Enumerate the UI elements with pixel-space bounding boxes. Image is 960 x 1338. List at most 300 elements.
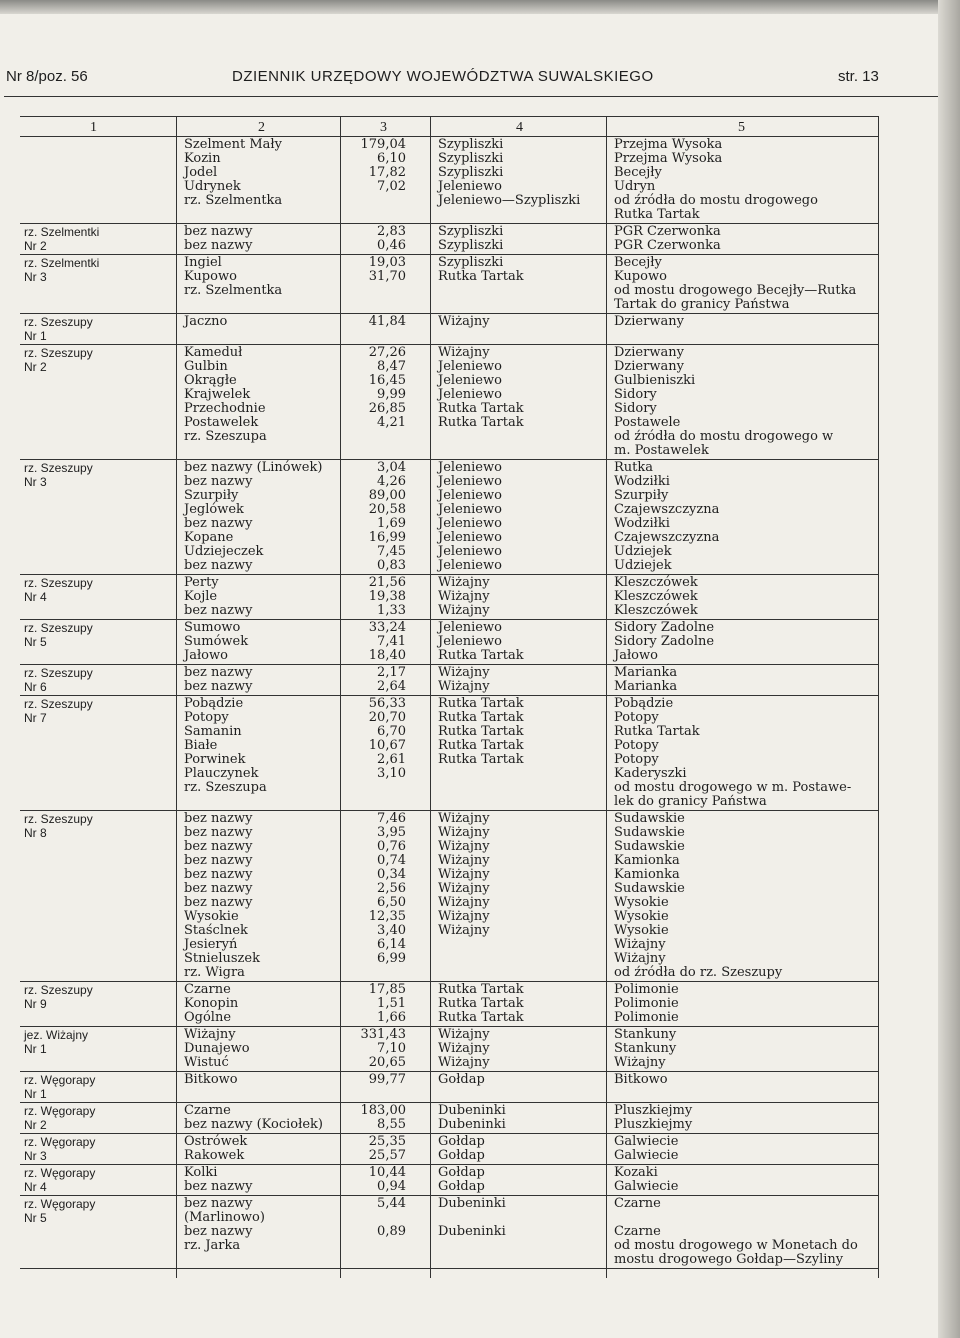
commune: Rutka Tartak	[438, 738, 524, 753]
lake-name: bez nazwy	[184, 853, 253, 868]
lake-name: Kojle	[184, 589, 218, 604]
locality: od źródła do mostu drogowego w	[614, 429, 834, 444]
locality: Czarne	[614, 1224, 661, 1239]
lake-name: Wistuć	[184, 1055, 229, 1070]
water-body-name: rz. Szeszupy	[24, 983, 93, 997]
commune: Wiżajny	[438, 575, 490, 590]
water-body-name: jez. Wiżajny	[24, 1028, 89, 1042]
section-number: Nr 1	[24, 1087, 47, 1101]
locality: Dzierwany	[614, 314, 684, 329]
locality: Marianka	[614, 679, 678, 694]
locality: Rutka	[614, 460, 654, 475]
lake-name: bez nazwy	[184, 474, 253, 489]
locality: Stankuny	[614, 1027, 677, 1042]
lake-name: bez nazwy	[184, 895, 253, 910]
lake-name: bez nazwy	[184, 811, 253, 826]
commune: Szypliszki	[438, 224, 504, 239]
lake-name: bez nazwy	[184, 1196, 253, 1211]
lake-name: bez nazwy	[184, 516, 253, 531]
locality: Kleszczówek	[614, 575, 698, 590]
locality: Dzierwany	[614, 359, 684, 374]
lake-name: bez nazwy	[184, 1224, 253, 1239]
commune: Dubeninki	[438, 1196, 506, 1211]
area-ha: 0,76	[377, 839, 406, 854]
lake-name: Perty	[184, 575, 219, 590]
commune: Jeleniewo	[438, 634, 502, 649]
locality: od mostu drogowego w m. Postawe-	[614, 780, 852, 795]
commune: Gołdap	[438, 1179, 485, 1194]
lake-name: Staśclnek	[184, 923, 248, 938]
commune: Wiżajny	[438, 895, 490, 910]
locality: Wiżajny	[614, 937, 666, 952]
commune: Rutka Tartak	[438, 415, 524, 430]
commune: Rutka Tartak	[438, 724, 524, 739]
locality: Gulbieniszki	[614, 373, 696, 388]
lake-name: Kozin	[184, 151, 221, 166]
locality: Sudawskie	[614, 811, 685, 826]
lake-name: Ostrówek	[184, 1134, 248, 1149]
area-ha: 16,99	[368, 530, 406, 545]
area-ha: 7,10	[377, 1041, 406, 1056]
commune: Jeleniewo	[438, 502, 502, 517]
area-ha: 31,70	[368, 269, 406, 284]
area-ha: 16,45	[368, 373, 406, 388]
lake-name: Jaczno	[184, 314, 228, 329]
water-body-name: rz. Węgorapy	[24, 1135, 96, 1149]
locality: Udryn	[614, 179, 656, 194]
commune: Szypliszki	[438, 137, 504, 152]
area-ha: 9,99	[377, 387, 406, 402]
lake-name: Konopin	[184, 996, 239, 1011]
journal-title: DZIENNIK URZĘDOWY WOJEWÓDZTWA SUWALSKIEGO	[232, 68, 654, 85]
lake-name: bez nazwy	[184, 665, 253, 680]
water-body-name: rz. Szeszupy	[24, 697, 93, 711]
area-ha: 89,00	[368, 488, 406, 503]
lake-name: bez nazwy	[184, 679, 253, 694]
locality: Sidory Zadolne	[614, 634, 715, 649]
area-ha: 7,41	[377, 634, 406, 649]
column-header-1: 1	[90, 120, 97, 135]
water-body-name: rz. Szeszupy	[24, 461, 93, 475]
locality: Becejły	[614, 255, 662, 270]
commune: Jeleniewo	[438, 558, 502, 573]
commune: Wiżajny	[438, 867, 490, 882]
locality: od źródła do mostu drogowego	[614, 193, 818, 208]
issue-number: Nr 8/poz. 56	[6, 68, 88, 85]
water-body-name: rz. Szeszupy	[24, 621, 93, 635]
lake-name: bez nazwy	[184, 603, 253, 618]
locality: Sidory Zadolne	[614, 620, 715, 635]
locality: Wodziłki	[614, 474, 670, 489]
area-ha: 0,34	[377, 867, 406, 882]
section-number: Nr 9	[24, 997, 47, 1011]
lake-name: Przechodnie	[184, 401, 266, 416]
locality: Galwiecie	[614, 1134, 679, 1149]
column-divider	[878, 116, 879, 1278]
lake-name: bez nazwy	[184, 881, 253, 896]
area-ha: 1,33	[377, 603, 406, 618]
locality: Dzierwany	[614, 345, 684, 360]
lake-name: rz. Szelmentka	[184, 193, 283, 208]
locality: Kozaki	[614, 1165, 658, 1180]
commune: Jeleniewo	[438, 516, 502, 531]
lake-name: Pobądzie	[184, 696, 244, 711]
locality: Wysokie	[614, 895, 669, 910]
area-ha: 33,24	[368, 620, 406, 635]
commune: Rutka Tartak	[438, 401, 524, 416]
locality: Czajewszczyzna	[614, 530, 720, 545]
commune: Jeleniewo	[438, 387, 502, 402]
commune: Rutka Tartak	[438, 982, 524, 997]
area-ha: 17,82	[368, 165, 406, 180]
area-ha: 3,40	[377, 923, 406, 938]
commune: Szypliszki	[438, 151, 504, 166]
lake-name: Rakowek	[184, 1148, 245, 1163]
lake-name: bez nazwy	[184, 825, 253, 840]
lake-name: Udrynek	[184, 179, 241, 194]
locality: Galwiecie	[614, 1148, 679, 1163]
area-ha: 8,55	[377, 1117, 406, 1132]
area-ha: 0,46	[377, 238, 406, 253]
area-ha: 1,51	[377, 996, 406, 1011]
area-ha: 7,46	[377, 811, 406, 826]
area-ha: 10,67	[368, 738, 406, 753]
lake-name: Sumówek	[184, 634, 249, 649]
area-ha: 7,02	[377, 179, 406, 194]
water-body-name: rz. Szeszupy	[24, 346, 93, 360]
commune: Rutka Tartak	[438, 996, 524, 1011]
area-ha: 179,04	[360, 137, 406, 152]
commune: Wiżajny	[438, 314, 490, 329]
page-number: str. 13	[838, 68, 879, 85]
section-number: Nr 1	[24, 1042, 47, 1056]
commune: Rutka Tartak	[438, 269, 524, 284]
area-ha: 56,33	[368, 696, 406, 711]
section-number: Nr 7	[24, 711, 47, 725]
area-ha: 7,45	[377, 544, 406, 559]
commune: Wiżajny	[438, 1055, 490, 1070]
locality: Pluszkiejmy	[614, 1103, 693, 1118]
locality: od mostu drogowego Becejły—Rutka	[614, 283, 857, 298]
area-ha: 6,99	[377, 951, 406, 966]
lake-name: Jeglówek	[184, 502, 244, 517]
lake-name: bez nazwy	[184, 558, 253, 573]
water-body-name: rz. Szelmentki	[24, 225, 100, 239]
lake-name: Udziejeczek	[184, 544, 264, 559]
area-ha: 5,44	[377, 1196, 406, 1211]
locality: Sidory	[614, 387, 657, 402]
area-ha: 0,83	[377, 558, 406, 573]
locality: m. Postawelek	[614, 443, 709, 458]
commune: Rutka Tartak	[438, 648, 524, 663]
locality: Rutka Tartak	[614, 724, 700, 739]
area-ha: 183,00	[360, 1103, 406, 1118]
locality: mostu drogowego Gołdap—Szyliny	[614, 1252, 844, 1267]
commune: Wiżajny	[438, 679, 490, 694]
commune: Dubeninki	[438, 1103, 506, 1118]
section-number: Nr 4	[24, 590, 47, 604]
lake-name: Ingiel	[184, 255, 222, 270]
lake-name: Gulbin	[184, 359, 228, 374]
locality: Kleszczówek	[614, 603, 698, 618]
locality: Potopy	[614, 710, 659, 725]
column-header-4: 4	[516, 120, 523, 135]
area-ha: 3,04	[377, 460, 406, 475]
lake-name: Wysokie	[184, 909, 239, 924]
lake-name: bez nazwy	[184, 224, 253, 239]
area-ha: 26,85	[368, 401, 406, 416]
commune: Wiżajny	[438, 603, 490, 618]
area-ha: 19,03	[368, 255, 406, 270]
locality: Kaderyszki	[614, 766, 687, 781]
locality: Marianka	[614, 665, 678, 680]
area-ha: 6,70	[377, 724, 406, 739]
commune: Jeleniewo	[438, 620, 502, 635]
commune: Jeleniewo	[438, 359, 502, 374]
locality: od mostu drogowego w Monetach do	[614, 1238, 858, 1253]
section-number: Nr 5	[24, 1211, 47, 1225]
water-body-name: rz. Szeszupy	[24, 812, 93, 826]
lake-name: bez nazwy	[184, 1179, 253, 1194]
lake-name: Czarne	[184, 1103, 231, 1118]
section-number: Nr 5	[24, 635, 47, 649]
locality: Sidory	[614, 401, 657, 416]
commune: Wiżajny	[438, 345, 490, 360]
commune: Wiżajny	[438, 1027, 490, 1042]
locality: lek do granicy Państwa	[614, 794, 767, 809]
water-body-name: rz. Węgorapy	[24, 1166, 96, 1180]
water-body-name: rz. Szeszupy	[24, 315, 93, 329]
area-ha: 8,47	[377, 359, 406, 374]
lake-name: Kolki	[184, 1165, 218, 1180]
column-divider	[430, 116, 431, 1278]
area-ha: 1,66	[377, 1010, 406, 1025]
lake-name: bez nazwy	[184, 867, 253, 882]
lake-name: bez nazwy	[184, 238, 253, 253]
locality: Sudawskie	[614, 839, 685, 854]
locality: Sudawskie	[614, 825, 685, 840]
commune: Wiżajny	[438, 825, 490, 840]
locality: Postawele	[614, 415, 681, 430]
commune: Szypliszki	[438, 165, 504, 180]
locality: Wiżajny	[614, 1055, 666, 1070]
section-number: Nr 1	[24, 329, 47, 343]
section-number: Nr 3	[24, 270, 47, 284]
area-ha: 18,40	[368, 648, 406, 663]
locality: Stankuny	[614, 1041, 677, 1056]
locality: Jałowo	[614, 648, 658, 663]
area-ha: 2,56	[377, 881, 406, 896]
page-binding-edge	[938, 0, 960, 1338]
area-ha: 6,14	[377, 937, 406, 952]
lake-name: Jałowo	[184, 648, 228, 663]
locality: Potopy	[614, 752, 659, 767]
lake-name: (Marlinowo)	[184, 1210, 265, 1225]
commune: Jeleniewo	[438, 373, 502, 388]
commune: Jeleniewo	[438, 460, 502, 475]
area-ha: 25,35	[368, 1134, 406, 1149]
commune: Jeleniewo—Szypliszki	[438, 193, 581, 208]
section-number: Nr 6	[24, 680, 47, 694]
commune: Wiżajny	[438, 839, 490, 854]
area-ha: 6,50	[377, 895, 406, 910]
lake-name: rz. Jarka	[184, 1238, 241, 1253]
area-ha: 2,64	[377, 679, 406, 694]
water-body-name: rz. Węgorapy	[24, 1104, 96, 1118]
water-body-name: rz. Węgorapy	[24, 1197, 96, 1211]
locality: Szurpiły	[614, 488, 669, 503]
lake-name: Porwinek	[184, 752, 246, 767]
commune: Wiżajny	[438, 811, 490, 826]
lake-name: Samanin	[184, 724, 242, 739]
locality: Pobądzie	[614, 696, 674, 711]
locality: Kamionka	[614, 867, 680, 882]
area-ha: 25,57	[368, 1148, 406, 1163]
commune: Jeleniewo	[438, 474, 502, 489]
area-ha: 0,89	[377, 1224, 406, 1239]
commune: Jeleniewo	[438, 488, 502, 503]
commune: Wiżajny	[438, 665, 490, 680]
area-ha: 17,85	[368, 982, 406, 997]
commune: Szypliszki	[438, 238, 504, 253]
commune: Wiżajny	[438, 1041, 490, 1056]
lake-name: Stnieluszek	[184, 951, 260, 966]
lake-name: bez nazwy (Linówek)	[184, 460, 323, 475]
commune: Gołdap	[438, 1148, 485, 1163]
column-divider	[606, 116, 607, 1278]
area-ha: 2,17	[377, 665, 406, 680]
commune: Wiżajny	[438, 909, 490, 924]
lake-name: Plauczynek	[184, 766, 259, 781]
locality: Galwiecie	[614, 1179, 679, 1194]
lake-name: Jodel	[184, 165, 218, 180]
lake-name: Jesieryń	[184, 937, 238, 952]
commune: Rutka Tartak	[438, 1010, 524, 1025]
locality: Czarne	[614, 1196, 661, 1211]
area-ha: 2,61	[377, 752, 406, 767]
area-ha: 20,70	[368, 710, 406, 725]
commune: Rutka Tartak	[438, 752, 524, 767]
locality: Polimonie	[614, 982, 679, 997]
area-ha: 331,43	[360, 1027, 406, 1042]
commune: Jeleniewo	[438, 179, 502, 194]
table-top-rule	[20, 116, 878, 117]
water-body-name: rz. Szeszupy	[24, 576, 93, 590]
lake-name: Czarne	[184, 982, 231, 997]
locality: Przejma Wysoka	[614, 137, 723, 152]
column-header-3: 3	[380, 120, 387, 135]
area-ha: 6,10	[377, 151, 406, 166]
area-ha: 41,84	[368, 314, 406, 329]
lake-name: Bitkowo	[184, 1072, 238, 1087]
lake-name: Postawelek	[184, 415, 259, 430]
section-number: Nr 2	[24, 360, 47, 374]
lake-name: Dunajewo	[184, 1041, 250, 1056]
area-ha: 21,56	[368, 575, 406, 590]
locality: Kupowo	[614, 269, 667, 284]
commune: Wiżajny	[438, 589, 490, 604]
area-ha: 4,26	[377, 474, 406, 489]
commune: Gołdap	[438, 1072, 485, 1087]
locality: Przejma Wysoka	[614, 151, 723, 166]
commune: Gołdap	[438, 1165, 485, 1180]
locality: Sudawskie	[614, 881, 685, 896]
locality: Wiżajny	[614, 951, 666, 966]
column-header-2: 2	[258, 120, 265, 135]
commune: Dubeninki	[438, 1117, 506, 1132]
lake-name: bez nazwy (Kociołek)	[184, 1117, 323, 1132]
locality: od źródła do rz. Szeszupy	[614, 965, 783, 980]
lake-name: rz. Wigra	[184, 965, 245, 980]
area-ha: 0,94	[377, 1179, 406, 1194]
section-number: Nr 4	[24, 1180, 47, 1194]
area-ha: 12,35	[368, 909, 406, 924]
lake-name: Wiżajny	[184, 1027, 236, 1042]
locality: Czajewszczyzna	[614, 502, 720, 517]
area-ha: 20,65	[368, 1055, 406, 1070]
water-body-name: rz. Węgorapy	[24, 1073, 96, 1087]
header-rule	[4, 96, 938, 97]
locality: Kleszczówek	[614, 589, 698, 604]
locality: Bitkowo	[614, 1072, 668, 1087]
locality: Wysokie	[614, 923, 669, 938]
locality: Wodziłki	[614, 516, 670, 531]
locality: PGR Czerwonka	[614, 224, 721, 239]
table-bottom-rule	[20, 1268, 878, 1269]
lake-name: Szelment Mały	[184, 137, 282, 152]
locality: Polimonie	[614, 996, 679, 1011]
lake-name: Sumowo	[184, 620, 241, 635]
locality: PGR Czerwonka	[614, 238, 721, 253]
area-ha: 99,77	[368, 1072, 406, 1087]
locality: Potopy	[614, 738, 659, 753]
section-number: Nr 2	[24, 1118, 47, 1132]
lake-name: Białe	[184, 738, 218, 753]
area-ha: 20,58	[368, 502, 406, 517]
locality: Udziejek	[614, 558, 672, 573]
area-ha: 10,44	[368, 1165, 406, 1180]
lake-name: Kupowo	[184, 269, 237, 284]
section-number: Nr 3	[24, 1149, 47, 1163]
lake-name: Kameduł	[184, 345, 243, 360]
area-ha: 19,38	[368, 589, 406, 604]
lake-name: rz. Szeszupa	[184, 780, 267, 795]
locality: Wysokie	[614, 909, 669, 924]
area-ha: 3,95	[377, 825, 406, 840]
commune: Wiżajny	[438, 923, 490, 938]
area-ha: 2,83	[377, 224, 406, 239]
lake-name: Kopane	[184, 530, 234, 545]
locality: Kamionka	[614, 853, 680, 868]
section-number: Nr 8	[24, 826, 47, 840]
locality: Pluszkiejmy	[614, 1117, 693, 1132]
commune: Jeleniewo	[438, 544, 502, 559]
locality: Rutka Tartak	[614, 207, 700, 222]
lake-name: Szurpiły	[184, 488, 239, 503]
area-ha: 3,10	[377, 766, 406, 781]
commune: Rutka Tartak	[438, 696, 524, 711]
commune: Wiżajny	[438, 881, 490, 896]
lake-name: bez nazwy	[184, 839, 253, 854]
lake-name: Okrągłe	[184, 373, 237, 388]
commune: Dubeninki	[438, 1224, 506, 1239]
lake-name: Ogólne	[184, 1010, 232, 1025]
area-ha: 4,21	[377, 415, 406, 430]
area-ha: 0,74	[377, 853, 406, 868]
lake-name: rz. Szeszupa	[184, 429, 267, 444]
commune: Wiżajny	[438, 853, 490, 868]
column-divider	[176, 116, 177, 1278]
